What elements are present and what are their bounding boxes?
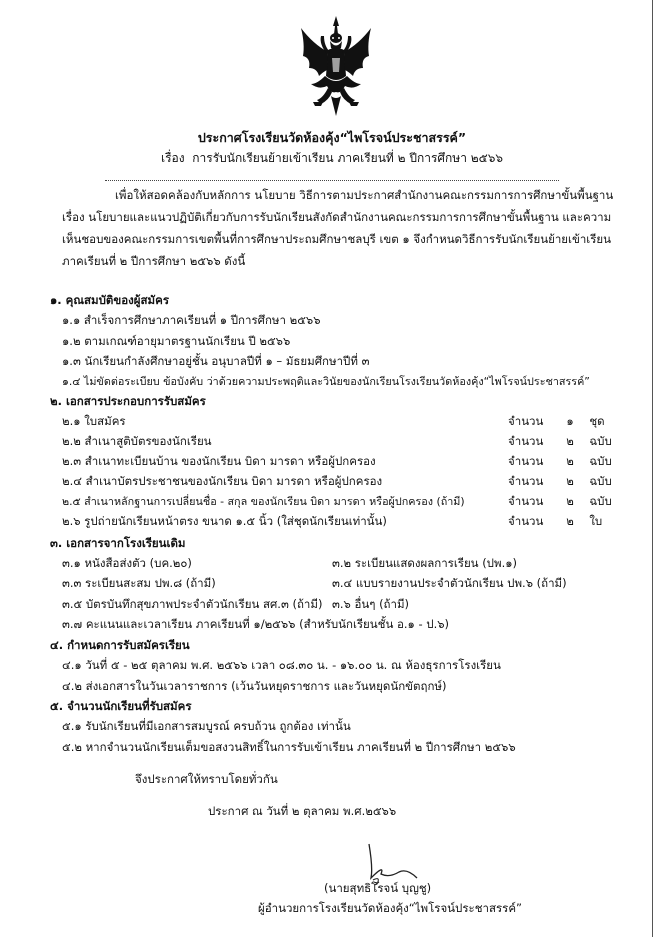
section-2-heading: ๒. เอกสารประกอบการรับสมัคร <box>50 394 206 408</box>
section-1-item: ๑.๒ ตามเกณฑ์อายุมาตรฐานนักเรียน ปี ๒๕๖๖ <box>62 334 291 348</box>
section-2-item: ๒.๔ สำเนาบัตรประชาชนของนักเรียน บิดา มารดา หรือผู้ปกครอง <box>62 474 383 488</box>
section-3-item: ๓.๓ ระเบียนสะสม ปพ.๘ (ถ้ามี) <box>62 576 216 590</box>
intro-line-1: เพื่อให้สอดคล้องกับหลักการ นโยบาย วิธีการตามประกาศสำนักงานคณะกรรมการการศึกษาขั้นพื้นฐาน <box>115 188 614 202</box>
section-3-item: ๓.๒ ระเบียนแสดงผลการเรียน (ปพ.๑) <box>332 556 518 570</box>
section-1-item: ๑.๑ สำเร็จการศึกษาภาคเรียนที่ ๑ ปีการศึกษา ๒๕๖๖ <box>62 313 321 327</box>
section-1-item: ๑.๓ นักเรียนกำลังศึกษาอยู่ชั้น อนุบาลปีที่ ๑ – มัธยมศึกษาปีที่ ๓ <box>62 354 370 368</box>
qty-number: ๒ <box>566 434 574 448</box>
section-2-qty <box>508 433 612 451</box>
qty-label: จำนวน <box>508 414 544 428</box>
qty-label: จำนวน <box>508 434 544 448</box>
subject-text: การรับนักเรียนย้ายเข้าเรียน ภาคเรียนที่ ๒ ปีการศึกษา ๒๕๖๖ <box>192 151 503 165</box>
section-4-heading: ๔. กำหนดการรับสมัครเรียน <box>50 638 190 652</box>
section-3-item: ๓.๔ แบบรายงานประจำตัวนักเรียน ปพ.๖ (ถ้ามี) <box>332 576 567 590</box>
closing-announce: จึงประกาศให้ทราบโดยทั่วกัน <box>135 772 278 786</box>
section-4-item: ๔.๑ วันที่ ๕ - ๒๕ ตุลาคม พ.ศ. ๒๕๖๖ เวลา ๐๘.๓๐ น. - ๑๖.๐๐ น. ณ ห้องธุรการโรงเรียน <box>62 658 501 672</box>
section-5-item: ๕.๒ หากจำนวนนักเรียนเต็มขอสงวนสิทธิ์ในการรับเข้าเรียน ภาคเรียนที่ ๒ ปีการศึกษา ๒๕๖๖ <box>62 740 516 754</box>
dotted-divider <box>105 180 559 181</box>
subject-label: เรื่อง <box>160 151 185 165</box>
qty-label: จำนวน <box>508 514 544 528</box>
qty-unit: ฉบับ <box>589 474 612 488</box>
section-2-item: ๒.๓ สำเนาทะเบียนบ้าน ของนักเรียน บิดา มารดา หรือผู้ปกครอง <box>62 454 376 468</box>
section-2-qty <box>508 473 612 491</box>
signer-name: (นายสุทธิโรจน์ บุญชู) <box>324 881 432 895</box>
intro-line-2: เรื่อง นโยบายและแนวปฏิบัติเกี่ยวกับการรับนักเรียนสังกัดสำนักงานคณะกรรมการการศึกษาขั้นพื้นฐาน และความ <box>62 210 612 224</box>
section-2-qty <box>508 513 602 531</box>
section-2-qty <box>508 493 612 511</box>
section-2-qty <box>508 413 605 431</box>
section-3-item: ๓.๑ หนังสือส่งตัว (บค.๒๐) <box>62 556 192 570</box>
section-5-item: ๕.๑ รับนักเรียนที่มีเอกสารสมบูรณ์ ครบถ้วน ถูกต้อง เท่านั้น <box>62 719 351 733</box>
qty-number: ๒ <box>566 474 574 488</box>
qty-unit: ใบ <box>589 514 603 528</box>
qty-label: จำนวน <box>508 454 544 468</box>
section-3-item: ๓.๗ คะแนนและเวลาเรียน ภาคเรียนที่ ๑/๒๕๖๖ (สำหรับนักเรียนชั้น อ.๑ - ป.๖) <box>62 617 450 631</box>
section-1-heading: ๑. คุณสมบัติของผู้สมัคร <box>50 293 169 307</box>
section-4-item: ๔.๒ ส่งเอกสารในวันเวลาราชการ (เว้นวันหยุดราชการ และวันหยุดนักขัตฤกษ์) <box>62 679 447 693</box>
section-3-item: ๓.๕ บัตรบันทึกสุขภาพประจำตัวนักเรียน สศ.๓ (ถ้ามี) <box>62 597 323 611</box>
section-1-item: ๑.๔ ไม่ขัดต่อระเบียบ ข้อบังคับ ว่าด้วยความประพฤติและวินัยของนักเรียนโรงเรียนวัดห้องคุ้ง“ไพโรจน์ประชาสรรค์” <box>62 375 590 388</box>
qty-unit: ชุด <box>589 414 605 428</box>
qty-number: ๒ <box>566 514 574 528</box>
section-2-item: ๒.๒ สำเนาสูติบัตรของนักเรียน <box>62 434 212 448</box>
qty-label: จำนวน <box>508 474 544 488</box>
garuda-emblem-icon <box>297 14 375 118</box>
section-2-qty <box>508 453 612 471</box>
section-3-heading: ๓. เอกสารจากโรงเรียนเดิม <box>50 536 186 550</box>
qty-number: ๒ <box>566 494 574 508</box>
intro-line-4: ภาคเรียนที่ ๒ ปีการศึกษา ๒๕๖๖ ดังนี้ <box>62 254 246 268</box>
qty-unit: ฉบับ <box>589 434 612 448</box>
qty-unit: ฉบับ <box>589 454 612 468</box>
qty-label: จำนวน <box>508 494 544 508</box>
section-3-item: ๓.๖ อื่นๆ (ถ้ามี) <box>332 597 410 611</box>
announcement-subject <box>0 149 664 168</box>
announcement-date: ประกาศ ณ วันที่ ๒ ตุลาคม พ.ศ.๒๕๖๖ <box>208 804 397 818</box>
qty-unit: ฉบับ <box>589 494 612 508</box>
section-2-item: ๒.๕ สำเนาหลักฐานการเปลี่ยนชื่อ - สกุล ของนักเรียน บิดา มารดา หรือผู้ปกครอง (ถ้ามี) <box>62 495 465 508</box>
section-5-heading: ๕. จำนวนนักเรียนที่รับสมัคร <box>50 699 192 713</box>
section-2-item: ๒.๑ ใบสมัคร <box>62 414 126 428</box>
qty-number: ๒ <box>566 454 574 468</box>
announcement-title: ประกาศโรงเรียนวัดห้องคุ้ง“ไพโรจน์ประชาสรรค์” <box>197 130 467 145</box>
qty-number: ๑ <box>566 414 574 428</box>
section-2-item: ๒.๖ รูปถ่ายนักเรียนหน้าตรง ขนาด ๑.๕ นิ้ว (ใส่ชุดนักเรียนเท่านั้น) <box>62 514 387 528</box>
signer-position: ผู้อำนวยการโรงเรียนวัดห้องคุ้ง“ไพโรจน์ประชาสรรค์” <box>258 901 522 915</box>
intro-line-3: เห็นชอบของคณะกรรมการเขตพื้นที่การศึกษาประถมศึกษาชลบุรี เขต ๑ จึงกำหนดวิธีการรับนักเรียนย้ายเข้าเรียน <box>62 232 611 246</box>
